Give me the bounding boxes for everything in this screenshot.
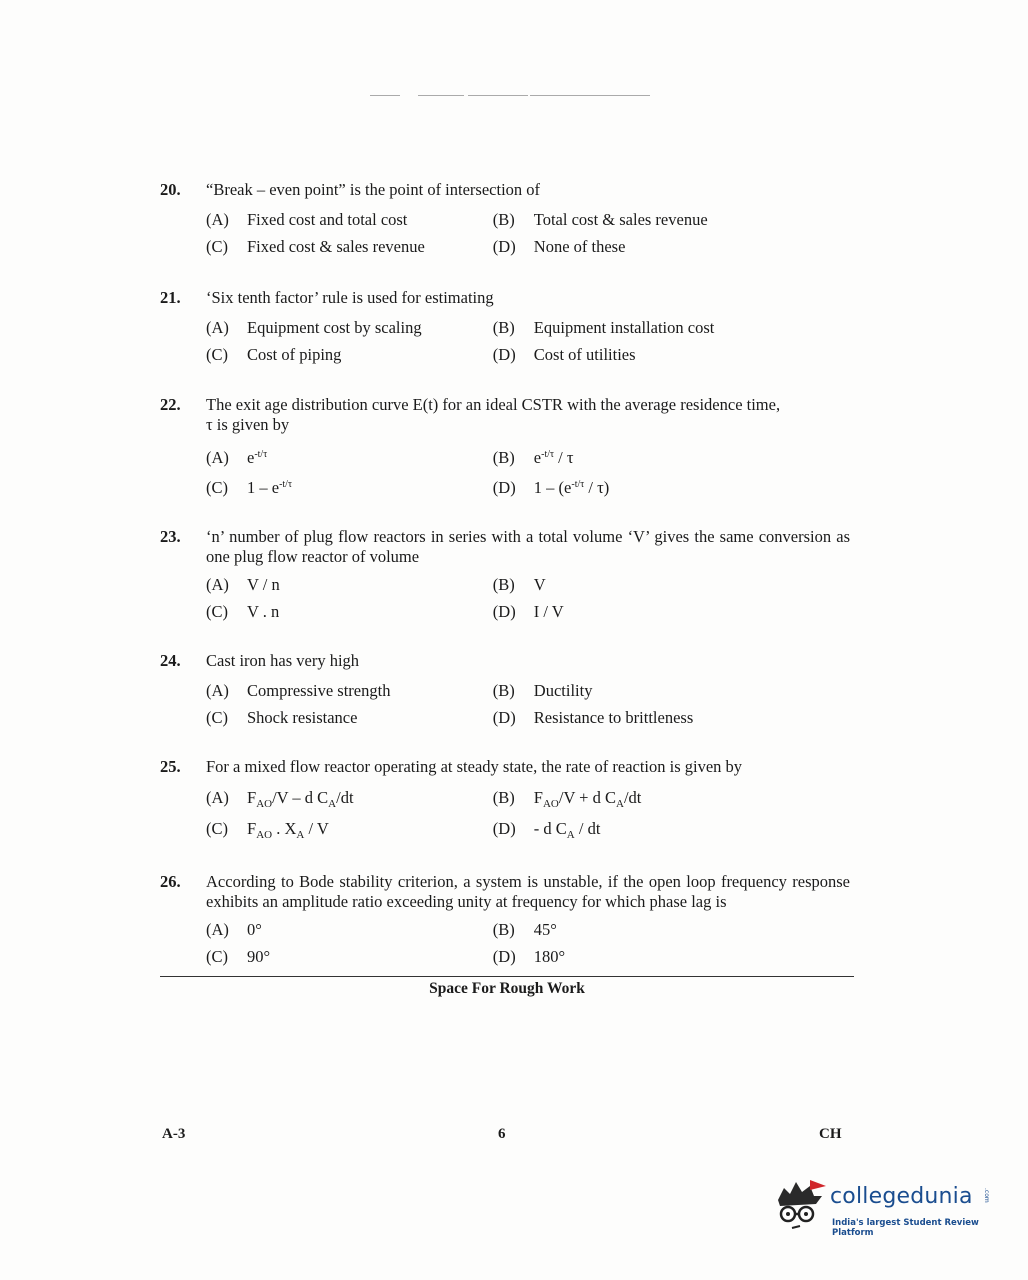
option-c: Shock resistance <box>247 707 358 727</box>
option-c: $F_{AO}$ . $X_A$ / V <box>247 818 329 841</box>
option-label: (D) <box>492 601 516 621</box>
option-label: (D) <box>492 344 516 364</box>
option-label: (A) <box>206 787 229 807</box>
option-label: (B) <box>492 448 515 467</box>
option-label: (C) <box>206 478 228 497</box>
page-number: 6 <box>498 1126 506 1142</box>
option-label: (A) <box>206 448 229 467</box>
logo-com: .com <box>983 1188 990 1203</box>
question-number: 26. <box>160 872 181 891</box>
option-c: 90° <box>247 946 271 966</box>
option-a: $e^{-t/\tau}$ <box>247 448 268 467</box>
question-text-line: The exit age distribution curve E(t) for an ideal CSTR with the average residence time, <box>206 395 781 414</box>
option-label: (C) <box>206 344 228 364</box>
option-d: Resistance to brittleness <box>533 707 694 727</box>
question-24 <box>160 651 850 731</box>
option-b: Ductility <box>533 680 593 700</box>
option-d: $1 - (e^{-t/\tau} / \tau)$ <box>533 478 610 497</box>
question-20 <box>160 180 850 260</box>
rough-work-divider <box>160 976 854 977</box>
question-text: “Break – even point” is the point of intersection of <box>206 180 541 199</box>
option-a: V / n <box>247 574 280 594</box>
question-number: 22. <box>160 395 181 414</box>
option-label: (C) <box>206 601 228 621</box>
logo-tagline: India's largest Student Review Platform <box>832 1218 979 1238</box>
option-b: V <box>533 574 546 594</box>
top-rule <box>530 95 650 96</box>
question-number: 21. <box>160 288 181 307</box>
rough-work-heading: Space For Rough Work <box>429 980 585 997</box>
question-text-line: τ is given by <box>206 415 290 434</box>
option-b: Total cost & sales revenue <box>533 209 708 229</box>
option-c: V . n <box>247 601 280 621</box>
option-label: (B) <box>492 209 515 229</box>
option-label: (C) <box>206 946 228 966</box>
option-label: (C) <box>206 818 228 838</box>
option-b: $e^{-t/\tau}$ / τ <box>533 448 574 467</box>
question-text: According to Bode stability criterion, a system is unstable, if the open loop frequency response exhibits an amplitude ratio exceeding unity at frequency for which phase lag is <box>206 872 850 911</box>
option-label: (B) <box>492 919 515 939</box>
option-b: Equipment installation cost <box>533 317 715 337</box>
logo-wordmark: collegedunia <box>830 1184 973 1209</box>
option-label: (A) <box>206 209 229 229</box>
option-label: (B) <box>492 680 515 700</box>
option-label: (D) <box>492 236 516 256</box>
top-rule <box>418 95 464 96</box>
option-c: Cost of piping <box>247 344 342 364</box>
option-label: (D) <box>492 478 516 497</box>
option-a: $F_{AO}/V$ – d $C_A/dt$ <box>247 787 354 810</box>
option-c: $1 - e^{-t/\tau}$ <box>247 478 292 497</box>
question-22 <box>160 395 850 503</box>
option-label: (C) <box>206 236 228 256</box>
footer-subject: CH <box>819 1126 842 1142</box>
option-d: 180° <box>533 946 566 966</box>
option-label: (A) <box>206 919 229 939</box>
question-number: 23. <box>160 527 181 546</box>
question-text: ‘n’ number of plug flow reactors in series with a total volume ‘V’ gives the same conversion as one plug flow reactor of volume <box>206 527 850 566</box>
option-label: (D) <box>492 707 516 727</box>
question-text: ‘Six tenth factor’ rule is used for estimating <box>206 288 494 307</box>
question-26 <box>160 872 850 970</box>
question-number: 24. <box>160 651 181 670</box>
option-label: (C) <box>206 707 228 727</box>
option-label: (B) <box>492 574 515 594</box>
option-label: (B) <box>492 317 515 337</box>
option-label: (B) <box>492 787 515 807</box>
question-23 <box>160 527 850 625</box>
question-25 <box>160 757 850 845</box>
footer-code: A-3 <box>162 1126 186 1142</box>
question-number: 20. <box>160 180 181 199</box>
option-label: (D) <box>492 818 516 838</box>
question-text: Cast iron has very high <box>206 651 360 670</box>
question-number: 25. <box>160 757 181 776</box>
collegedunia-logo[interactable] <box>770 1174 1000 1238</box>
mascot-icon <box>770 1174 830 1234</box>
option-d: - d $C_A$ / dt <box>533 818 601 841</box>
option-c: Fixed cost & sales revenue <box>247 236 425 256</box>
option-d: Cost of utilities <box>533 344 636 364</box>
option-a: Compressive strength <box>247 680 391 700</box>
question-text: For a mixed flow reactor operating at steady state, the rate of reaction is given by <box>206 757 743 776</box>
option-b: $F_{AO}/V + d$ $C_A/dt$ <box>533 787 642 810</box>
option-label: (A) <box>206 574 229 594</box>
option-label: (A) <box>206 317 229 337</box>
option-label: (D) <box>492 946 516 966</box>
option-d: None of these <box>533 236 626 256</box>
option-a: Fixed cost and total cost <box>247 209 408 229</box>
top-rule <box>370 95 400 96</box>
option-a: Equipment cost by scaling <box>247 317 422 337</box>
top-rule <box>468 95 528 96</box>
option-d: I / V <box>533 601 564 621</box>
option-label: (A) <box>206 680 229 700</box>
option-b: 45° <box>533 919 557 939</box>
option-a: 0° <box>247 919 262 939</box>
question-text <box>206 395 850 435</box>
question-21 <box>160 288 850 368</box>
